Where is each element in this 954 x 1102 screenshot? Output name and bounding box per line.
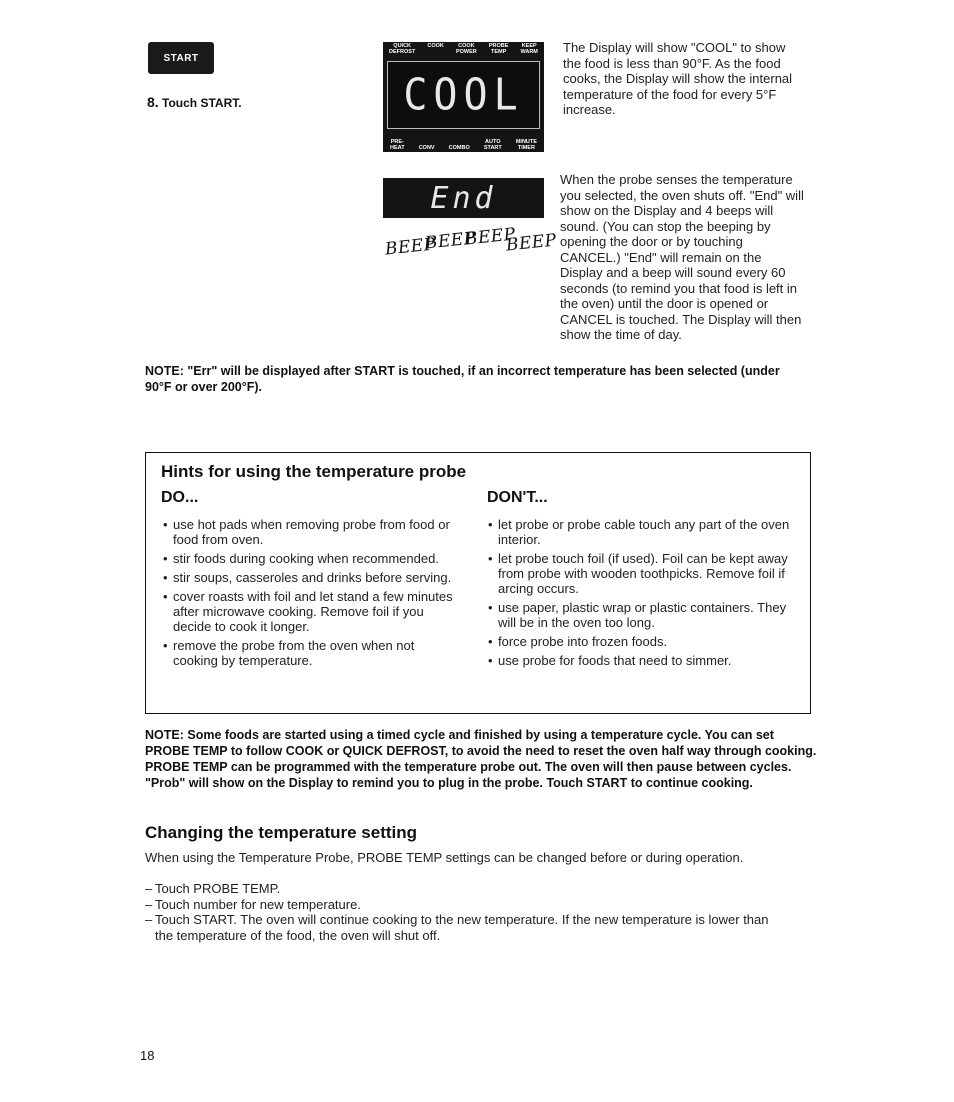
- list-item: – Touch number for new temperature.: [145, 897, 775, 913]
- panel-label: COOK POWER: [455, 43, 477, 55]
- step-label: [147, 94, 242, 110]
- step-number: 8.: [147, 94, 159, 110]
- end-description: When the probe senses the temperature you selected, the oven shuts off. "End" will show on the Display and 4 beeps will sound. (You can stop the beeping by opening the door or by touching CANCEL.) "End" will remain on the Display and a beep will sound every 60 seconds (to remind you that food is left in the oven) until the door is opened or CANCEL is touched. The Display will then show the time of day.: [560, 172, 804, 342]
- note-err: NOTE: "Err" will be displayed after START is touched, if an incorrect temperature has been selected (under 90°F or over 200°F).: [145, 364, 780, 394]
- changing-title: Changing the temperature setting: [145, 823, 418, 842]
- panel-bottom-labels: [383, 133, 544, 151]
- panel-label: CONV: [418, 145, 435, 151]
- panel-label: PROBE TEMP: [488, 43, 509, 55]
- list-item: • use paper, plastic wrap or plastic containers. They will be in the oven too long.: [488, 600, 793, 630]
- list-item: • remove the probe from the oven when not cooking by temperature.: [163, 638, 458, 668]
- panel-label: COMBO: [448, 145, 470, 151]
- do-list: [163, 517, 458, 672]
- end-display-text: End: [430, 180, 497, 216]
- step-instruction: Touch START.: [162, 96, 242, 110]
- cool-display-text: COOL: [403, 69, 524, 121]
- changing-intro: When using the Temperature Probe, PROBE TEMP settings can be changed before or during operation.: [145, 850, 744, 865]
- list-item: • let probe touch foil (if used). Foil can be kept away from probe with wooden toothpicks. Remove foil if arcing occurs.: [488, 551, 793, 596]
- panel-label: KEEP WARM: [520, 43, 538, 55]
- dont-list: [488, 517, 793, 672]
- panel-label: COOK: [427, 43, 444, 49]
- page-number: 18: [140, 1048, 155, 1063]
- beep-illustration: [384, 224, 558, 265]
- control-panel-display: [383, 42, 544, 152]
- list-item: – Touch PROBE TEMP.: [145, 881, 775, 897]
- beep-word: BEEP: [424, 228, 477, 254]
- list-item: • use hot pads when removing probe from food or food from oven.: [163, 517, 458, 547]
- dont-heading: DON'T...: [487, 489, 548, 506]
- beep-word: BEEP: [505, 230, 558, 256]
- panel-screen: [387, 61, 540, 129]
- list-item: • cover roasts with foil and let stand a few minutes after microwave cooking. Remove foil if you decide to cook it longer.: [163, 589, 458, 634]
- beep-word: BEEP: [384, 234, 437, 260]
- panel-label: PRE- HEAT: [390, 139, 405, 151]
- panel-label: AUTO START: [483, 139, 502, 151]
- do-heading: DO...: [161, 489, 199, 506]
- list-item: – Touch START. The oven will continue cooking to the new temperature. If the new temperature is lower than the temperature of the food, the oven will shut off.: [145, 912, 775, 943]
- hints-box: [145, 452, 811, 714]
- panel-label: MINUTE TIMER: [515, 139, 537, 151]
- panel-top-labels: [383, 42, 544, 59]
- list-item: • stir foods during cooking when recommended.: [163, 551, 458, 566]
- start-button-illustration: START: [148, 42, 214, 74]
- panel-label: QUICK DEFROST: [389, 43, 416, 55]
- list-item: • stir soups, casseroles and drinks before serving.: [163, 570, 458, 585]
- note-timed-cycle: NOTE: Some foods are started using a timed cycle and finished by using a temperature cycle. You can set PROBE TEMP to follow COOK or QUICK DEFROST, to avoid the need to reset the oven half way through cooking. PROBE TEMP can be programmed with the temperature probe out. The oven will then pause between cycles. "Prob" will show on the Display to remind you to plug in the probe. Touch START to continue cooking.: [145, 728, 817, 790]
- changing-steps: [145, 881, 775, 943]
- end-display: [383, 178, 544, 218]
- list-item: • use probe for foods that need to simmer.: [488, 653, 793, 668]
- list-item: • let probe or probe cable touch any part of the oven interior.: [488, 517, 793, 547]
- beep-word: BEEP: [464, 224, 517, 250]
- cool-description: The Display will show "COOL" to show the food is less than 90°F. As the food cooks, the Display will show the internal temperature of the food for every 5°F increase.: [563, 40, 793, 117]
- list-item: • force probe into frozen foods.: [488, 634, 793, 649]
- hints-title: Hints for using the temperature probe: [161, 462, 467, 481]
